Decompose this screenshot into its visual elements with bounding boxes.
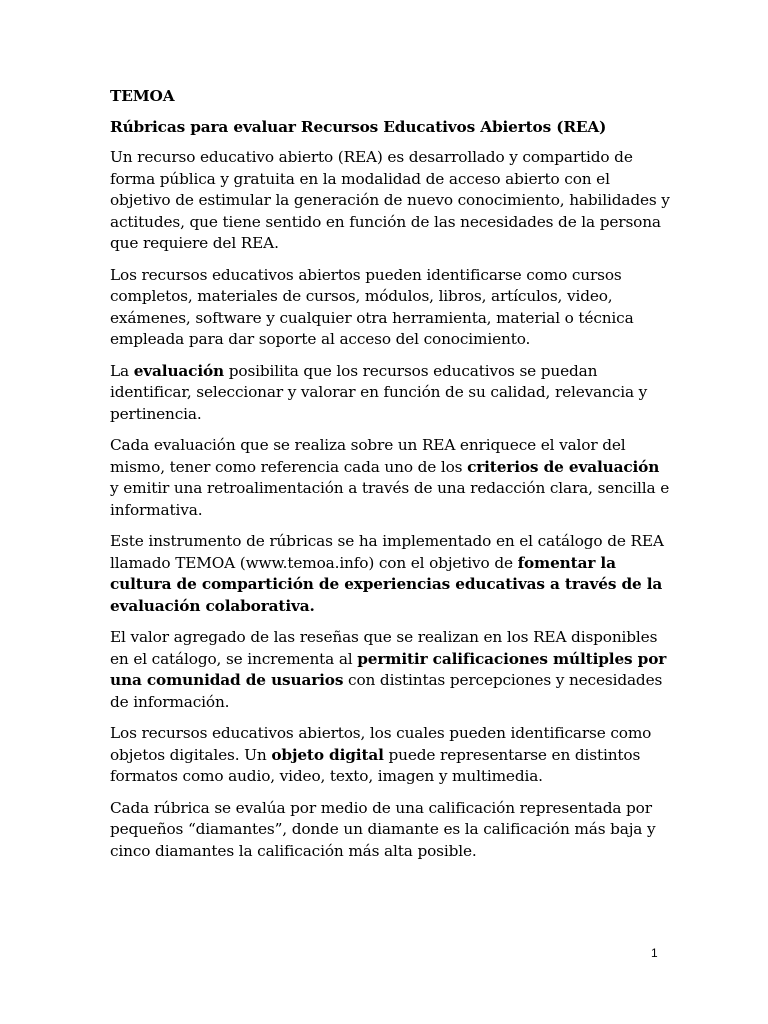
- paragraph-text: Un recurso educativo abierto (REA) es desarrollado y compartido de forma pública y gratuita en la modalidad de acceso abierto con el objetivo de estimular la generación de nuevo conocimiento, habilidades y actitudes, que tiene sentido en función de las necesidades de la persona que requiere del REA.: [110, 148, 670, 252]
- document-body: [110, 86, 670, 872]
- paragraph-text: Cada rúbrica se evalúa por medio de una calificación representada por pequeños “diamantes”, donde un diamante es la calificación más baja y cinco diamantes la calificación más alta posible.: [110, 798, 656, 860]
- paragraph-text: La: [110, 361, 134, 380]
- paragraph-digital-objects: [110, 723, 670, 788]
- paragraph-rubric-diamonds: [110, 798, 670, 863]
- emphasis-text: permitir calificaciones múltiples por una comunidad de usuarios: [110, 649, 667, 689]
- paragraph-text: posibilita que los recursos educativos se puedan identificar, seleccionar y valorar en función de su calidad, relevancia y pertinencia.: [110, 361, 648, 423]
- emphasis-text: fomentar la cultura de compartición de experiencias educativas a través de la evaluación colaborativa.: [110, 553, 663, 615]
- document-subheading: Rúbricas para evaluar Recursos Educativos Abiertos (REA): [110, 117, 607, 136]
- emphasis-text: evaluación: [133, 361, 225, 380]
- paragraph-instrument: [110, 531, 670, 617]
- paragraph-text: El valor agregado de las reseñas que se realizan en los REA disponibles en el catálogo, se incrementa al: [110, 628, 658, 668]
- document-heading: TEMOA: [110, 87, 175, 105]
- paragraph-criteria: [110, 435, 670, 521]
- paragraph-added-value: [110, 627, 670, 713]
- paragraph-text: Los recursos educativos abiertos, los cuales pueden identificarse como objetos digitales. Un: [110, 724, 652, 764]
- page-number: 1: [651, 946, 658, 960]
- paragraph-text: Los recursos educativos abiertos pueden identificarse como cursos completos, materiales de cursos, módulos, libros, artículos, video, exámenes, software y cualquier otra herramienta, material o técnica empleada para dar soporte al acceso del conocimiento.: [110, 265, 634, 348]
- paragraph-types: [110, 265, 670, 351]
- paragraph-intro: [110, 147, 670, 255]
- paragraph-text: Cada evaluación que se realiza sobre un REA enriquece el valor del mismo, tener como referencia cada uno de los: [110, 436, 626, 476]
- paragraph-text: con distintas percepciones y necesidades de información.: [110, 671, 663, 711]
- paragraph-text: Este instrumento de rúbricas se ha implementado en el catálogo de REA llamado TEMOA (www.temoa.info) con el objetivo de: [110, 532, 664, 572]
- paragraph-text: puede representarse en distintos formatos como audio, video, texto, imagen y multimedia.: [110, 745, 641, 785]
- emphasis-text: objeto digital: [271, 745, 384, 764]
- emphasis-text: criterios de evaluación: [467, 457, 660, 476]
- paragraph-text: y emitir una retroalimentación a través de una redacción clara, sencilla e informativa.: [110, 479, 670, 519]
- paragraph-evaluation: [110, 361, 670, 426]
